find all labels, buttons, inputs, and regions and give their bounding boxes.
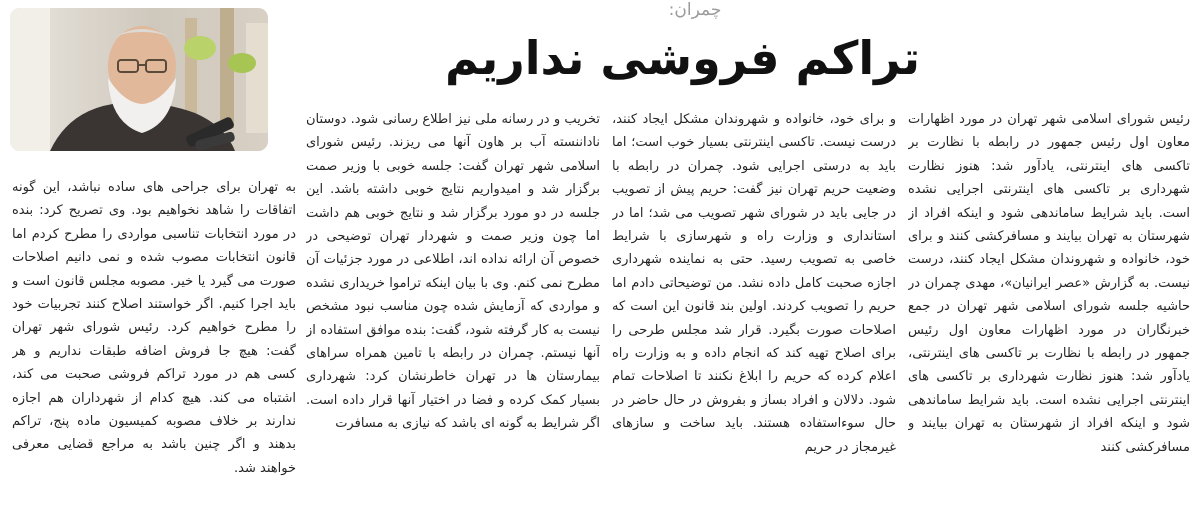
article-column-4 (12, 176, 296, 508)
article-column-3 (306, 108, 600, 508)
article-photo (10, 8, 268, 151)
article-headline: تراکم فروشی نداریم (444, 31, 920, 85)
article-paragraph: رئیس شورای اسلامی شهر تهران در مورد اظهارات معاون اول رئیس جمهور در رابطه با نظارت بر تاکسی های اینترنتی، یادآور شد: هنوز نظارت شهرداری بر تاکسی های اینترنتی اجرایی نشده است. باید شرایط ساماندهی شود و اینکه افراد از شهرستان به تهران بیایند و مسافرکشی کنند و برای خود، خانواده و شهروندان مشکل ایجاد کنند، درست نیست. به گزارش «عصر ایرانیان»، مهدی چمران در حاشیه جلسه شورای اسلامی شهر تهران در جمع خبرنگاران در مورد اظهارات معاون اول رئیس جمهور در رابطه با نظارت بر تاکسی های اینترنتی، یادآور شد: هنوز نظارت شهرداری بر تاکسی های اینترنتی اجرایی نشده است. باید شرایط ساماندهی شود و اینکه افراد از شهرستان به تهران بیایند و مسافرکشی کنند (908, 112, 1190, 455)
article-column-2 (612, 108, 896, 508)
article-paragraph: و برای خود، خانواده و شهروندان مشکل ایجاد کنند، درست نیست. تاکسی اینترنتی بسیار خوب است؛ اما باید به درستی اجرایی شود. چمران در رابطه با وضعیت حریم تهران نیز گفت: حریم پیش از تصویب در جایی باید در شورای شهر تصویب می شد؛ اما در استانداری و وزارت راه و شهرسازی با شرایط خاصی به تصویب رسید. حتی به نماینده شهرداری اجازه صحبت کامل داده نشد. من توضیحاتی دادم اما حریم را تصویب کردند. اولین بند قانون این است که اصلاحات صورت بگیرد. قرار شد مجلس طرحی را برای اصلاح تهیه کند که انجام داده و به وزارت راه اعلام کرده که حریم را ابلاغ نکنند تا اصلاحات تمام شود. دلالان و افراد بساز و بفروش در حال حاضر در حال سوءاستفاده هستند. باید ساخت و سازهای غیرمجاز در حریم (612, 112, 896, 455)
article-column-1 (908, 108, 1190, 508)
article-kicker: چمران: (668, 0, 722, 20)
portrait-image (10, 8, 268, 151)
article-paragraph: به تهران برای جراحی های ساده نباشد، این گونه اتفاقات را شاهد نخواهیم بود. وی تصریح کرد: بنده در مورد انتخابات تناسبی مواردی را مطرح کردم اما قانون انتخابات مصوب شده و نمی دانیم اصلاحات صورت می گیرد یا خیر. مصوبه مجلس قانون است و باید اجرا کنیم. اگر خواستند اصلاح کنند تجربیات خود را مطرح خواهیم کرد. رئیس شورای شهر تهران گفت: هیچ جا فروش اضافه طبقات نداریم و هر کسی هم در مورد تراکم فروشی صحبت می کند، اشتباه می کند. هیچ کدام از شهرداران هم اجازه ندارند بر خلاف مصوبه کمیسیون ماده پنج، تراکم بدهند و اگر چنین باشد به مراجع قضایی معرفی خواهند شد. (12, 180, 296, 476)
article-paragraph: تخریب و در رسانه ملی نیز اطلاع رسانی شود. دوستان ناداننسته آب بر هاون آنها می ریزند. رئیس شورای اسلامی شهر تهران گفت: جلسه خوبی با وزیر صمت برگزار شد و امیدواریم نتایج خوبی داشته باشد. این جلسه در دو مورد برگزار شد و نتایج خوبی هم داشت اما چون وزیر صمت و شهردار تهران توضیحی در خصوص آن ارائه نداده اند، اطلاعی در مورد جزئیات آن مطرح نمی کنم. وی با بیان اینکه تراموا خریداری نشده و مواردی که آزمایش شده چون مناسب نبود مشخص نیست به کار گرفته شود، گفت: بنده موافق استفاده از آنها نیستم. چمران در رابطه با تامین همراه سراهای بیمارستان ها در تهران خاطرنشان کرد: شهرداری بسیار کمک کرده و فضا در اختیار آنها قرار داده است. اگر شرایط به گونه ای باشد که نیازی به مسافرت (306, 112, 600, 432)
